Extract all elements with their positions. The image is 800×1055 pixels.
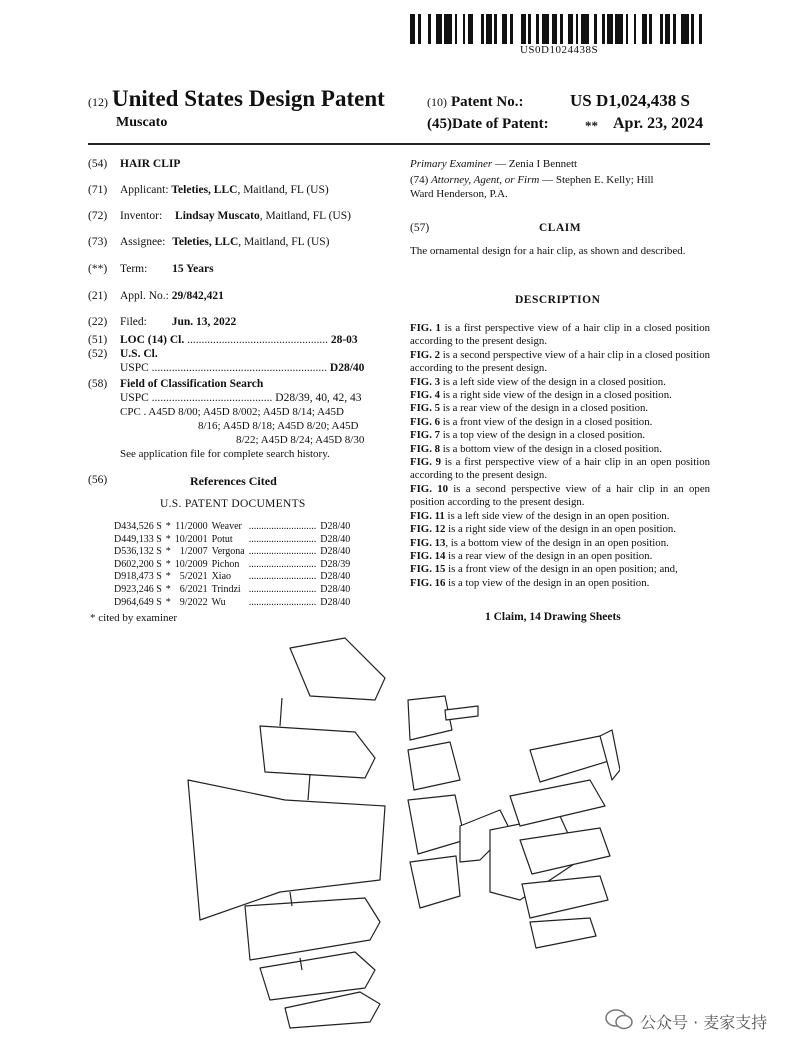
reference-doc: D434,526 S: [114, 521, 162, 532]
patent-date-line: [427, 115, 704, 133]
patent-date-label: Date of Patent:: [452, 116, 549, 132]
field-label: Appl. No.:: [120, 290, 169, 302]
field-label: LOC (14) Cl.: [120, 334, 185, 346]
clip-tooth: [522, 876, 608, 918]
figure-text: is a second perspective view of a hair clip in an open position according to the present design.: [410, 482, 711, 509]
clip-tooth: [290, 638, 385, 700]
leader-dots: ...........................: [248, 521, 317, 532]
reference-class: D28/40: [320, 521, 351, 532]
figure-description: [410, 349, 710, 376]
reference-name: Xiao: [211, 571, 232, 583]
figure-text: is a bottom view of the design in a closed position.: [440, 442, 662, 455]
figure-text: is a front view of the design in an open position; and,: [445, 563, 678, 576]
us-patent-documents-heading: U.S. PATENT DOCUMENTS: [160, 498, 306, 510]
figure-number: FIG. 13: [410, 536, 446, 549]
figure-description: [410, 389, 710, 402]
term-value: 15 Years: [172, 263, 214, 275]
figure-description: [410, 456, 710, 483]
reference-star: *: [165, 558, 171, 570]
claim-num: (57): [410, 222, 430, 234]
figure-description: [410, 537, 710, 550]
field-title: [88, 158, 180, 170]
reference-row: [112, 584, 352, 597]
field-num: (71): [88, 184, 108, 196]
patent-type-tag: (12): [88, 95, 108, 109]
reference-name: Trindzi: [211, 583, 241, 595]
patent-type-title: United States Design Patent: [112, 86, 385, 111]
field-filed: [88, 316, 236, 328]
figure-text: is a left side view of the design in an open position.: [444, 509, 670, 522]
barcode-bar: [421, 14, 429, 44]
field-num: (54): [88, 158, 108, 170]
attorney: [410, 174, 710, 201]
cpc-line-3: 8/22; A45D 8/24; A45D 8/30: [236, 434, 365, 446]
clip-tooth: [530, 918, 596, 948]
figure-number: FIG. 2: [410, 348, 441, 361]
figure-text: is a right side view of the design in a closed position.: [440, 389, 672, 402]
figure-text: is a first perspective view of a hair clip in a closed position according to the present design.: [410, 322, 710, 348]
applicant-name: Teleties, LLC: [171, 184, 238, 196]
patent-date-stars: **: [585, 118, 598, 133]
leader-dots: ...........................: [248, 546, 317, 558]
reference-star: *: [165, 571, 171, 583]
clip-tooth: [410, 856, 460, 908]
field-inventor: [88, 210, 351, 222]
cpc-line-2: 8/16; A45D 8/18; A45D 8/20; A45D: [198, 420, 359, 432]
references-table: [112, 521, 352, 609]
figure-text: is a first perspective view of a hair clip in an open position according to the present design.: [410, 456, 710, 482]
reference-date: 6/2021: [179, 583, 208, 595]
figure-description: [410, 429, 710, 442]
field-label: Assignee:: [120, 236, 166, 248]
reference-date: 10/2001: [174, 533, 208, 545]
barcode-number: US0D1024438S: [519, 44, 599, 56]
figure-text: is a top view of the design in a closed position.: [440, 429, 646, 442]
figure-text: is a rear view of the design in a closed position.: [440, 402, 649, 415]
field-num: (58): [88, 378, 108, 390]
field-label: Applicant:: [120, 184, 169, 196]
title-value: HAIR CLIP: [120, 158, 181, 170]
reference-doc: D602,200 S: [114, 558, 162, 570]
field-num: (73): [88, 236, 108, 248]
figure-number: FIG. 5: [410, 402, 440, 415]
reference-star: *: [165, 546, 171, 558]
patent-date-tag: (45): [427, 116, 452, 132]
figure-number: FIG. 11: [410, 509, 445, 522]
field-applicant: [88, 184, 329, 196]
assignee-name: Teleties, LLC: [172, 236, 239, 248]
clip-tooth: [530, 736, 612, 782]
field-term: [88, 263, 214, 275]
leader-dots: .............................................................: [151, 362, 328, 374]
search-history-note: See application file for complete search history.: [120, 448, 330, 460]
figure-description: [410, 376, 710, 389]
field-num: (21): [88, 290, 108, 302]
reference-name: Pichon: [211, 558, 240, 570]
leader-dots: ...........................: [248, 558, 317, 570]
reference-doc: D449,133 S: [114, 533, 162, 545]
reference-row: [112, 546, 352, 559]
reference-date: 10/2009: [174, 558, 208, 570]
references-cited-heading: References Cited: [190, 474, 277, 488]
field-num: (51): [88, 334, 108, 346]
uspc-classes: D28/39, 40, 42, 43: [275, 392, 362, 404]
figure-number: FIG. 12: [410, 523, 446, 536]
uspc-label: USPC: [120, 392, 149, 404]
reference-class: D28/40: [320, 596, 351, 608]
barcode-bar: [542, 14, 550, 44]
inventor-location: , Maitland, FL (US): [259, 210, 351, 222]
reference-doc: D918,473 S: [114, 571, 162, 583]
leader-dots: .................................................: [187, 334, 328, 346]
barcode-bar: [702, 14, 707, 44]
wechat-icon: [604, 1008, 634, 1030]
attorney-label: Attorney, Agent, or Firm: [431, 174, 540, 186]
reference-row: [112, 521, 352, 534]
figure-text: is a right side view of the design in an open position.: [445, 523, 676, 536]
examiner-name: — Zenia I Bennett: [492, 158, 578, 170]
figure-description-list: [410, 322, 710, 590]
reference-class: D28/40: [320, 571, 351, 583]
clip-tooth: [260, 726, 375, 778]
figure-description: [410, 563, 710, 576]
attorney-num: (74): [410, 174, 429, 186]
figure-number: FIG. 4: [410, 389, 440, 402]
field-num: (52): [88, 348, 108, 360]
barcode-bar: [473, 14, 481, 44]
figure-text: is a rear view of the design in an open position.: [445, 549, 653, 562]
patent-date-value: Apr. 23, 2024: [613, 115, 704, 132]
leader-dots: ...........................: [248, 533, 317, 545]
field-loc: [88, 334, 358, 346]
figure-text: is a left side view of the design in a closed position.: [440, 375, 666, 388]
field-uspc: [120, 362, 364, 374]
patent-number-label: Patent No.:: [451, 94, 524, 110]
leader-dots: ...........................: [248, 583, 317, 595]
reference-row: [112, 534, 352, 547]
field-appl-no: [88, 290, 224, 302]
figure-number: FIG. 9: [410, 456, 442, 469]
field-us-cl: [88, 348, 158, 360]
barcode-bar: [444, 14, 452, 44]
reference-star: *: [165, 533, 171, 545]
clip-tooth: [245, 898, 380, 960]
reference-name: Vergona: [211, 546, 245, 558]
reference-doc: D536,132 S: [114, 546, 162, 558]
assignee-location: , Maitland, FL (US): [238, 236, 330, 248]
figure-number: FIG. 7: [410, 429, 440, 442]
figure-number: FIG. 16: [410, 576, 446, 589]
figure-text: is a front view of the design in a closed position.: [440, 415, 653, 428]
watermark-text: 公众号 · 麦家支持: [640, 1013, 768, 1032]
claims-drawing-sheets: 1 Claim, 14 Drawing Sheets: [485, 611, 621, 623]
barcode-bar: [581, 14, 589, 44]
reference-class: D28/40: [320, 546, 351, 558]
reference-star: *: [165, 596, 171, 608]
cpc-line-1: CPC . A45D 8/00; A45D 8/002; A45D 8/14; A45D: [120, 406, 345, 418]
claim-text: The ornamental design for a hair clip, as shown and described.: [410, 245, 686, 257]
barcode-bar: [652, 14, 660, 44]
figure-description: [410, 322, 710, 349]
hair-clip-drawing: [160, 630, 620, 1030]
figure-description: [410, 510, 710, 523]
figure-number: FIG. 1: [410, 322, 441, 334]
figure-description: [410, 443, 710, 456]
barcode-bar: [615, 14, 623, 44]
barcode: [410, 14, 708, 44]
clip-tooth: [408, 742, 460, 790]
loc-value: 28-03: [330, 334, 358, 346]
field-label: U.S. Cl.: [120, 348, 158, 360]
reference-name: Weaver: [211, 521, 242, 532]
reference-row: [112, 597, 352, 610]
figure-description: [410, 550, 710, 563]
field-num: (**): [88, 263, 108, 275]
classification-uspc: [120, 392, 362, 404]
reference-row: [112, 571, 352, 584]
filed-value: Jun. 13, 2022: [171, 316, 237, 328]
barcode-bar: [513, 14, 521, 44]
figure-description: [410, 483, 710, 510]
figure-number: FIG. 10: [410, 482, 448, 495]
figure-text: is a top view of the design in an open position.: [445, 576, 650, 589]
patent-number-value: US D1,024,438 S: [570, 91, 690, 110]
description-heading: DESCRIPTION: [515, 294, 601, 306]
figure-number: FIG. 8: [410, 442, 440, 455]
leader-dots: ...........................: [248, 571, 317, 583]
patent-number-tag: (10): [427, 95, 447, 109]
uspc-label: USPC: [120, 362, 149, 374]
claim-heading: CLAIM: [539, 222, 582, 234]
figure-description: [410, 402, 710, 415]
figure-text: is a second perspective view of a hair clip in a closed position according to the present design.: [410, 348, 710, 375]
field-num: (72): [88, 210, 108, 222]
appl-no-value: 29/842,421: [171, 290, 224, 302]
reference-name: Wu: [211, 596, 226, 608]
figure-number: FIG. 15: [410, 563, 446, 576]
inventor-name: Lindsay Muscato: [175, 210, 260, 222]
reference-class: D28/39: [320, 558, 351, 570]
barcode-bar: [681, 14, 689, 44]
attorney-name: — Stephen E. Kelly; Hill: [539, 174, 654, 186]
figure-description: [410, 523, 710, 536]
figure-number: FIG. 14: [410, 549, 446, 562]
inventor-surname: Muscato: [116, 115, 168, 130]
leader-dots: ...........................: [248, 596, 317, 608]
reference-row: [112, 559, 352, 572]
field-references-num: [88, 474, 120, 486]
primary-examiner: [410, 158, 710, 172]
figure-text: , is a bottom view of the design in an open position.: [445, 536, 669, 549]
reference-date: 11/2000: [175, 521, 208, 532]
field-label: Term:: [120, 263, 148, 275]
patent-number-line: [427, 91, 690, 111]
reference-date: 1/2007: [179, 546, 208, 558]
cited-by-examiner-note: * cited by examiner: [90, 612, 178, 624]
header-rule: [88, 143, 710, 145]
reference-star: *: [165, 521, 171, 532]
reference-date: 5/2021: [179, 571, 208, 583]
clip-tooth: [285, 992, 380, 1028]
field-num: (56): [88, 474, 108, 486]
leader-dots: ..........................................: [151, 392, 273, 404]
uspc-value: D28/40: [329, 362, 365, 374]
field-label: Field of Classification Search: [120, 378, 264, 390]
attorney-name-2: Ward Henderson, P.A.: [410, 187, 508, 200]
reference-name: Potut: [211, 533, 233, 545]
examiner-label: Primary Examiner: [410, 158, 493, 170]
figure-description: [410, 416, 710, 429]
figure-number: FIG. 3: [410, 375, 440, 388]
patent-type-heading: [88, 86, 385, 112]
reference-doc: D923,246 S: [114, 583, 162, 595]
field-num: (22): [88, 316, 108, 328]
field-assignee: [88, 236, 330, 248]
reference-doc: D964,649 S: [114, 596, 162, 608]
applicant-location: , Maitland, FL (US): [237, 184, 329, 196]
field-label: Inventor:: [120, 210, 163, 222]
field-label: Filed:: [120, 316, 147, 328]
field-classification: [88, 378, 263, 390]
reference-date: 9/2022: [179, 596, 208, 608]
clip-tooth: [408, 795, 465, 854]
reference-class: D28/40: [320, 583, 351, 595]
figure-description: [410, 577, 710, 590]
reference-class: D28/40: [320, 533, 351, 545]
reference-star: *: [165, 583, 171, 595]
figure-number: FIG. 6: [410, 415, 440, 428]
